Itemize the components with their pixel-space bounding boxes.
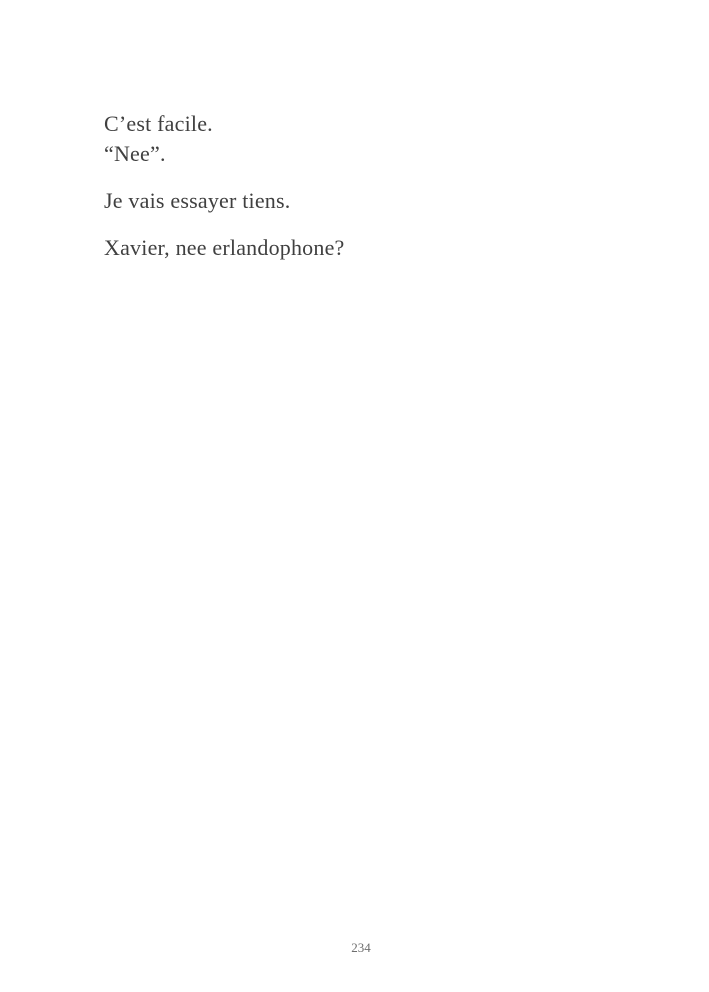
- paragraph: [104, 233, 619, 263]
- text-line: Xavier, nee erlandophone?: [104, 235, 345, 260]
- page-number: 234: [351, 940, 371, 955]
- paragraph: [104, 109, 619, 169]
- text-line: C’est facile.: [104, 111, 213, 136]
- paragraph: [104, 186, 619, 216]
- text-line: “Nee”.: [104, 141, 166, 166]
- text-content: [104, 109, 619, 280]
- text-line: Je vais essayer tiens.: [104, 188, 291, 213]
